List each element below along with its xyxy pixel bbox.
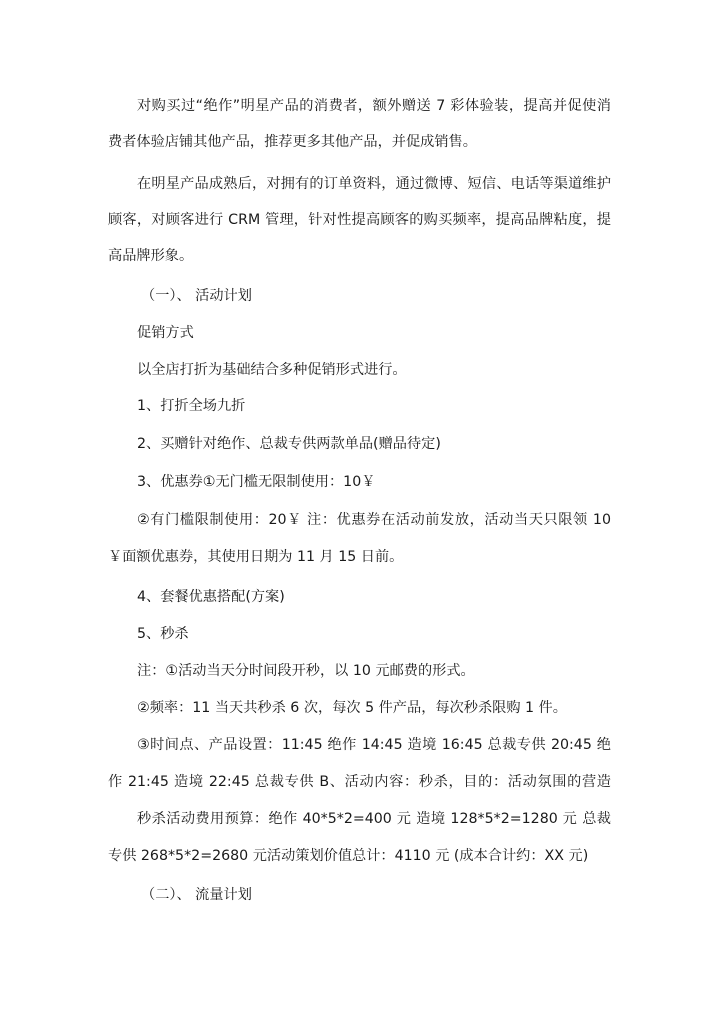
section-heading: （二）、 流量计划 xyxy=(141,887,252,903)
subheading: 促销方式 xyxy=(137,325,194,341)
paragraph-line: 对购买过“绝作”明星产品的消费者，额外赠送 7 彩体验装，提高并促使消 xyxy=(137,98,611,114)
note-line: ②频率：11 当天共秒杀 6 次，每次 5 件产品，每次秒杀限购 1 件。 xyxy=(137,700,567,716)
paragraph-line: 秒杀活动费用预算：绝作 40*5*2=400 元 造境 128*5*2=1280 元 总裁 xyxy=(137,811,611,827)
paragraph-line: 以全店打折为基础结合多种促销形式进行。 xyxy=(137,362,407,378)
list-item: 5、秒杀 xyxy=(137,626,189,642)
paragraph-line: 作 21:45 造境 22:45 总裁专供 B、活动内容：秒杀，目的：活动氛围的营造 xyxy=(108,774,611,790)
list-item: 1、打折全场九折 xyxy=(137,398,246,414)
paragraph-line: 专供 268*5*2=2680 元活动策划价值总计：4110 元 (成本合计约：XX 元) xyxy=(108,848,589,864)
list-item: 3、优惠券①无门槛无限制使用：10￥ xyxy=(137,474,376,490)
section-heading: （一）、 活动计划 xyxy=(141,288,252,304)
paragraph-line: ②有门槛限制使用：20￥ 注：优惠券在活动前发放，活动当天只限领 10 xyxy=(137,512,611,528)
list-item: 4、套餐优惠搭配(方案) xyxy=(137,589,285,605)
paragraph-line: 顾客，对顾客进行 CRM 管理，针对性提高顾客的购买频率，提高品牌粘度，提 xyxy=(108,212,611,228)
note-line: ③时间点、产品设置：11:45 绝作 14:45 造境 16:45 总裁专供 20:45 绝 xyxy=(137,737,611,753)
list-item: 2、买赠针对绝作、总裁专供两款单品(赠品待定) xyxy=(137,436,441,452)
paragraph-line: ￥面额优惠券，其使用日期为 11 月 15 日前。 xyxy=(108,549,404,565)
paragraph-line: 费者体验店铺其他产品，推荐更多其他产品，并促成销售。 xyxy=(108,134,477,150)
paragraph-line: 高品牌形象。 xyxy=(108,248,194,264)
paragraph-line: 在明星产品成熟后，对拥有的订单资料，通过微博、短信、电话等渠道维护 xyxy=(137,176,611,192)
note-line: 注：①活动当天分时间段开秒，以 10 元邮费的形式。 xyxy=(137,663,475,679)
